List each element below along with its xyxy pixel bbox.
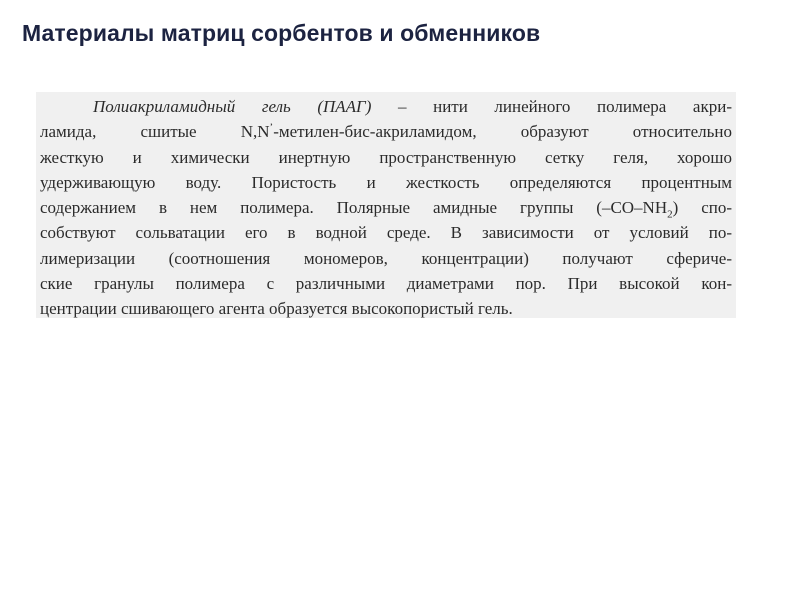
line-5-end: ) спо- — [672, 198, 732, 218]
line-1-text: – нити линейного полимера акри- — [371, 97, 732, 116]
paragraph-line-3: жесткую и химически инертную пространственную сетку геля, хорошо — [40, 147, 732, 167]
term-paag: Полиакриламидный гель (ПААГ) — [93, 97, 372, 116]
paragraph-line-9: центрации сшивающего агента образуется высокопористый гель. — [40, 299, 513, 319]
paragraph-line-7: лимеризации (соотношения мономеров, концентрации) получают сфериче- — [40, 248, 732, 268]
subscript-2: 2 — [667, 208, 673, 221]
scanned-text-image — [36, 92, 736, 318]
paragraph-line-4: удерживающую воду. Пористость и жесткость определяются процентным — [40, 172, 732, 192]
paragraph-line-1 — [40, 94, 732, 119]
paragraph-line-2 — [40, 119, 732, 144]
line-2-text-b: -метилен-бис-акриламидом, образуют относительно — [273, 122, 732, 142]
paragraph — [40, 94, 732, 322]
line-5-text: содержанием в нем полимера. Полярные амидные группы (–CO–NH — [40, 198, 668, 218]
paragraph-line-6: собствуют сольватации его в водной среде. В зависимости от условий по- — [40, 223, 732, 243]
paragraph-line-8: ские гранулы полимера с различными диаметрами пор. При высокой кон- — [40, 274, 732, 294]
paragraph-line-5 — [40, 195, 732, 220]
line-2-text-a: ламида, сшитые N,N — [40, 122, 270, 142]
slide-title: Материалы матриц сорбентов и обменников — [22, 20, 541, 46]
prime-mark: ’ — [269, 121, 274, 134]
